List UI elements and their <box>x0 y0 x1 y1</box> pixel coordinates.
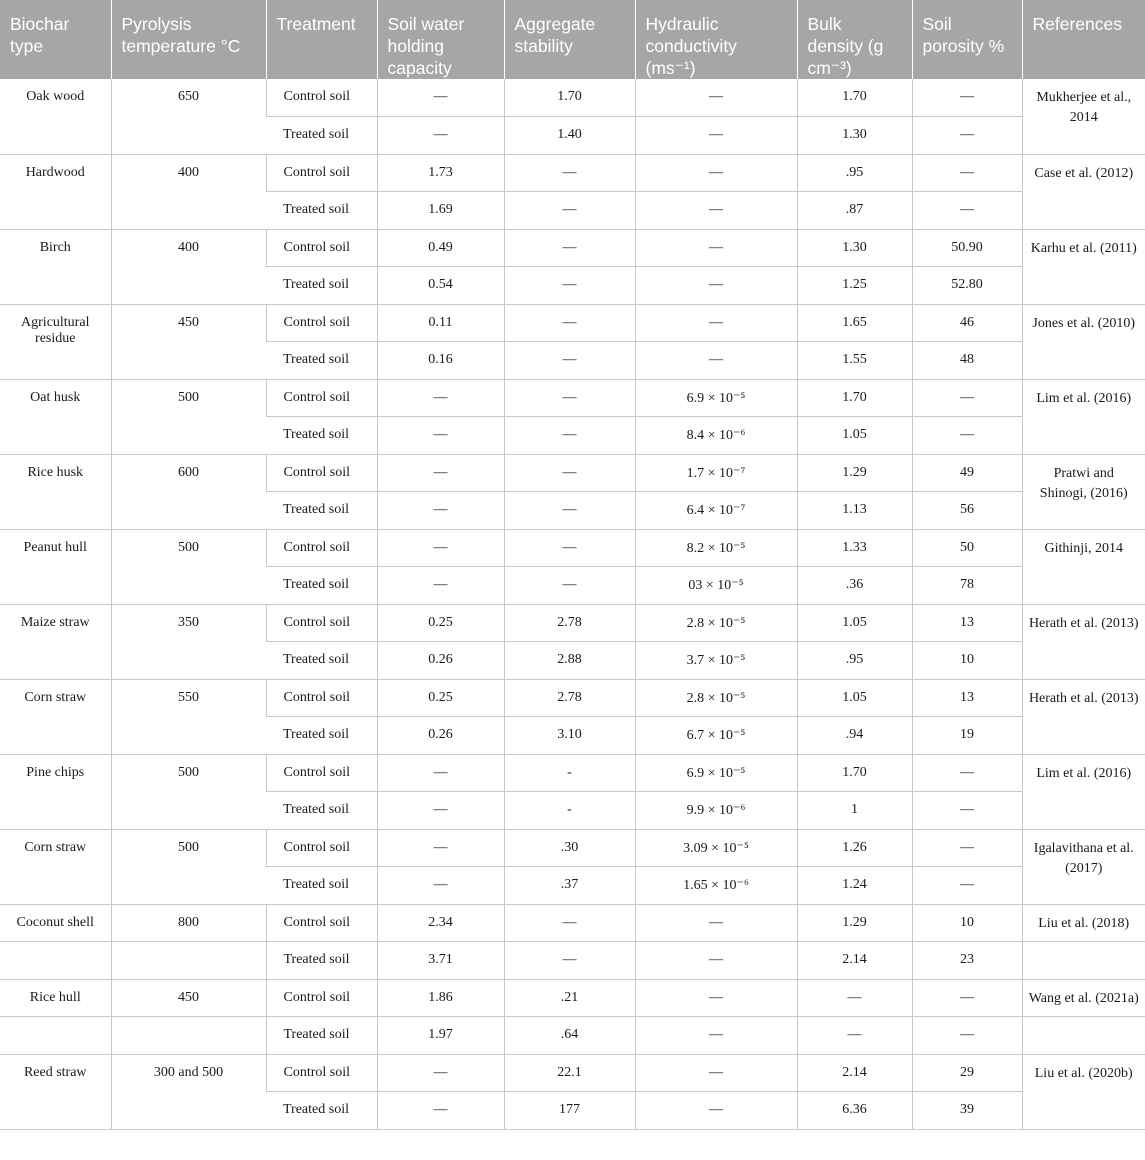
table-row <box>0 229 1145 267</box>
cell-treatment: Treated soil <box>266 492 377 530</box>
cell-pyrolysis-temperature: 300 and 500 <box>111 1054 266 1129</box>
cell-reference: Mukherjee et al., 2014 <box>1022 79 1145 154</box>
cell-soil-porosity: 23 <box>912 942 1022 980</box>
cell-treatment: Treated soil <box>266 1092 377 1130</box>
cell-soil-porosity: — <box>912 79 1022 117</box>
cell-water-holding-capacity: — <box>377 754 504 792</box>
table-row <box>0 904 1145 942</box>
cell-soil-porosity: 52.80 <box>912 267 1022 305</box>
cell-aggregate-stability: — <box>504 492 635 530</box>
col-header-pyrolysis-temperature: Pyrolysis temperature °C <box>111 0 266 79</box>
cell-biochar-type: Rice hull <box>0 979 111 1017</box>
cell-aggregate-stability: — <box>504 342 635 380</box>
cell-treatment: Treated soil <box>266 1017 377 1055</box>
table-row <box>0 1054 1145 1092</box>
cell-soil-porosity: — <box>912 792 1022 830</box>
cell-hydraulic-conductivity: — <box>635 117 797 155</box>
cell-water-holding-capacity: — <box>377 492 504 530</box>
cell-reference: Liu et al. (2018) <box>1022 904 1145 942</box>
cell-hydraulic-conductivity: 3.09 × 10⁻⁵ <box>635 829 797 867</box>
cell-bulk-density: 1.70 <box>797 79 912 117</box>
cell-pyrolysis-temperature: 500 <box>111 754 266 829</box>
cell-soil-porosity: 39 <box>912 1092 1022 1130</box>
cell-hydraulic-conductivity: 8.4 × 10⁻⁶ <box>635 417 797 455</box>
cell-treatment: Control soil <box>266 154 377 192</box>
cell-aggregate-stability: — <box>504 154 635 192</box>
cell-water-holding-capacity: 1.69 <box>377 192 504 230</box>
table-body <box>0 79 1145 1129</box>
cell-water-holding-capacity: 0.26 <box>377 717 504 755</box>
cell-aggregate-stability: .30 <box>504 829 635 867</box>
cell-hydraulic-conductivity: — <box>635 1092 797 1130</box>
col-header-water-holding-capacity: Soil water holding capacity <box>377 0 504 79</box>
cell-hydraulic-conductivity: — <box>635 942 797 980</box>
cell-hydraulic-conductivity: — <box>635 342 797 380</box>
cell-treatment: Control soil <box>266 229 377 267</box>
cell-aggregate-stability: .37 <box>504 867 635 905</box>
cell-hydraulic-conductivity: — <box>635 1017 797 1055</box>
table-row <box>0 454 1145 492</box>
cell-hydraulic-conductivity: 2.8 × 10⁻⁵ <box>635 604 797 642</box>
cell-water-holding-capacity: — <box>377 117 504 155</box>
cell-pyrolysis-temperature: 500 <box>111 829 266 904</box>
cell-soil-porosity: 13 <box>912 679 1022 717</box>
cell-treatment: Control soil <box>266 529 377 567</box>
cell-water-holding-capacity: — <box>377 829 504 867</box>
cell-aggregate-stability: 22.1 <box>504 1054 635 1092</box>
cell-water-holding-capacity: — <box>377 529 504 567</box>
cell-aggregate-stability: .21 <box>504 979 635 1017</box>
cell-aggregate-stability: — <box>504 192 635 230</box>
cell-pyrolysis-temperature: 550 <box>111 679 266 754</box>
cell-soil-porosity: — <box>912 754 1022 792</box>
cell-biochar-type: Oak wood <box>0 79 111 154</box>
cell-bulk-density: 1.70 <box>797 379 912 417</box>
cell-aggregate-stability: — <box>504 229 635 267</box>
cell-bulk-density: 1.70 <box>797 754 912 792</box>
cell-bulk-density: 1.30 <box>797 117 912 155</box>
cell-pyrolysis-temperature: 600 <box>111 454 266 529</box>
cell-hydraulic-conductivity: 6.9 × 10⁻⁵ <box>635 379 797 417</box>
cell-bulk-density: 1.65 <box>797 304 912 342</box>
table-row <box>0 942 1145 980</box>
cell-aggregate-stability: — <box>504 567 635 605</box>
cell-reference: Githinji, 2014 <box>1022 529 1145 604</box>
cell-water-holding-capacity: 0.16 <box>377 342 504 380</box>
cell-bulk-density: 1.25 <box>797 267 912 305</box>
cell-water-holding-capacity: 0.25 <box>377 679 504 717</box>
cell-water-holding-capacity: — <box>377 1054 504 1092</box>
cell-bulk-density: 1.55 <box>797 342 912 380</box>
table-row <box>0 1017 1145 1055</box>
cell-bulk-density: 1.29 <box>797 454 912 492</box>
cell-bulk-density: .36 <box>797 567 912 605</box>
cell-water-holding-capacity: 0.11 <box>377 304 504 342</box>
cell-hydraulic-conductivity: — <box>635 267 797 305</box>
cell-biochar-type: Agricultural residue <box>0 304 111 379</box>
cell-bulk-density: 1.26 <box>797 829 912 867</box>
cell-water-holding-capacity: — <box>377 867 504 905</box>
cell-treatment: Treated soil <box>266 792 377 830</box>
cell-hydraulic-conductivity: 2.8 × 10⁻⁵ <box>635 679 797 717</box>
cell-aggregate-stability: — <box>504 267 635 305</box>
cell-soil-porosity: — <box>912 979 1022 1017</box>
cell-bulk-density: 1.05 <box>797 679 912 717</box>
cell-aggregate-stability: — <box>504 417 635 455</box>
cell-treatment: Treated soil <box>266 942 377 980</box>
cell-reference: Pratwi and Shinogi, (2016) <box>1022 454 1145 529</box>
cell-bulk-density: 2.14 <box>797 942 912 980</box>
cell-bulk-density: 1.24 <box>797 867 912 905</box>
cell-treatment: Control soil <box>266 1054 377 1092</box>
cell-biochar-type: Oat husk <box>0 379 111 454</box>
cell-aggregate-stability: — <box>504 942 635 980</box>
cell-aggregate-stability: 2.78 <box>504 604 635 642</box>
cell-biochar-type-empty <box>0 1017 111 1055</box>
cell-soil-porosity: 46 <box>912 304 1022 342</box>
table-row <box>0 604 1145 642</box>
cell-bulk-density: 2.14 <box>797 1054 912 1092</box>
cell-water-holding-capacity: 0.26 <box>377 642 504 680</box>
cell-soil-porosity: 49 <box>912 454 1022 492</box>
col-header-hydraulic-conductivity: Hydraulic conductivity (ms⁻¹) <box>635 0 797 79</box>
cell-soil-porosity: — <box>912 117 1022 155</box>
cell-reference: Lim et al. (2016) <box>1022 754 1145 829</box>
cell-water-holding-capacity: — <box>377 379 504 417</box>
cell-water-holding-capacity: 3.71 <box>377 942 504 980</box>
cell-water-holding-capacity: — <box>377 1092 504 1130</box>
table-row <box>0 304 1145 342</box>
cell-aggregate-stability: .64 <box>504 1017 635 1055</box>
cell-bulk-density: 6.36 <box>797 1092 912 1130</box>
cell-soil-porosity: 50 <box>912 529 1022 567</box>
cell-treatment: Treated soil <box>266 642 377 680</box>
cell-biochar-type: Hardwood <box>0 154 111 229</box>
cell-soil-porosity: 19 <box>912 717 1022 755</box>
cell-pyrolysis-temperature-empty <box>111 1017 266 1055</box>
cell-water-holding-capacity: 1.86 <box>377 979 504 1017</box>
cell-biochar-type: Coconut shell <box>0 904 111 942</box>
cell-bulk-density: .94 <box>797 717 912 755</box>
cell-aggregate-stability: — <box>504 454 635 492</box>
table-row <box>0 79 1145 117</box>
table-row <box>0 529 1145 567</box>
cell-hydraulic-conductivity: 8.2 × 10⁻⁵ <box>635 529 797 567</box>
cell-treatment: Treated soil <box>266 192 377 230</box>
cell-aggregate-stability: — <box>504 529 635 567</box>
cell-biochar-type: Rice husk <box>0 454 111 529</box>
cell-reference-empty <box>1022 942 1145 980</box>
cell-pyrolysis-temperature: 400 <box>111 154 266 229</box>
cell-hydraulic-conductivity: — <box>635 154 797 192</box>
cell-reference: Herath et al. (2013) <box>1022 604 1145 679</box>
col-header-treatment: Treatment <box>266 0 377 79</box>
cell-hydraulic-conductivity: — <box>635 1054 797 1092</box>
cell-soil-porosity: 56 <box>912 492 1022 530</box>
cell-soil-porosity: — <box>912 829 1022 867</box>
cell-pyrolysis-temperature: 800 <box>111 904 266 942</box>
cell-water-holding-capacity: 1.97 <box>377 1017 504 1055</box>
cell-aggregate-stability: 1.40 <box>504 117 635 155</box>
col-header-soil-porosity: Soil porosity % <box>912 0 1022 79</box>
cell-reference: Karhu et al. (2011) <box>1022 229 1145 304</box>
table-row <box>0 829 1145 867</box>
cell-bulk-density: .87 <box>797 192 912 230</box>
cell-hydraulic-conductivity: 6.7 × 10⁻⁵ <box>635 717 797 755</box>
cell-reference: Liu et al. (2020b) <box>1022 1054 1145 1129</box>
cell-bulk-density: 1.13 <box>797 492 912 530</box>
cell-reference: Case et al. (2012) <box>1022 154 1145 229</box>
cell-reference: Herath et al. (2013) <box>1022 679 1145 754</box>
cell-bulk-density: — <box>797 1017 912 1055</box>
cell-aggregate-stability: 3.10 <box>504 717 635 755</box>
cell-aggregate-stability: — <box>504 304 635 342</box>
cell-biochar-type: Peanut hull <box>0 529 111 604</box>
cell-water-holding-capacity: — <box>377 454 504 492</box>
cell-soil-porosity: — <box>912 867 1022 905</box>
cell-pyrolysis-temperature: 350 <box>111 604 266 679</box>
cell-pyrolysis-temperature: 450 <box>111 304 266 379</box>
cell-bulk-density: 1.05 <box>797 604 912 642</box>
cell-soil-porosity: 50.90 <box>912 229 1022 267</box>
cell-reference: Igalavithana et al. (2017) <box>1022 829 1145 904</box>
cell-treatment: Control soil <box>266 604 377 642</box>
cell-aggregate-stability: 1.70 <box>504 79 635 117</box>
cell-pyrolysis-temperature: 500 <box>111 379 266 454</box>
cell-hydraulic-conductivity: 03 × 10⁻⁵ <box>635 567 797 605</box>
cell-treatment: Treated soil <box>266 417 377 455</box>
cell-biochar-type: Reed straw <box>0 1054 111 1129</box>
cell-soil-porosity: — <box>912 379 1022 417</box>
cell-biochar-type: Corn straw <box>0 829 111 904</box>
cell-treatment: Control soil <box>266 829 377 867</box>
cell-pyrolysis-temperature: 650 <box>111 79 266 154</box>
cell-aggregate-stability: - <box>504 754 635 792</box>
cell-treatment: Control soil <box>266 979 377 1017</box>
cell-pyrolysis-temperature: 400 <box>111 229 266 304</box>
cell-water-holding-capacity: — <box>377 567 504 605</box>
cell-soil-porosity: — <box>912 1017 1022 1055</box>
cell-treatment: Treated soil <box>266 342 377 380</box>
cell-soil-porosity: — <box>912 154 1022 192</box>
cell-hydraulic-conductivity: — <box>635 79 797 117</box>
cell-soil-porosity: — <box>912 192 1022 230</box>
table-row <box>0 979 1145 1017</box>
cell-aggregate-stability: — <box>504 379 635 417</box>
cell-soil-porosity: — <box>912 417 1022 455</box>
col-header-bulk-density: Bulk density (g cm⁻³) <box>797 0 912 79</box>
cell-hydraulic-conductivity: 9.9 × 10⁻⁶ <box>635 792 797 830</box>
cell-aggregate-stability: — <box>504 904 635 942</box>
cell-aggregate-stability: 2.78 <box>504 679 635 717</box>
cell-aggregate-stability: - <box>504 792 635 830</box>
cell-hydraulic-conductivity: — <box>635 979 797 1017</box>
cell-biochar-type-empty <box>0 942 111 980</box>
cell-bulk-density: 1.33 <box>797 529 912 567</box>
cell-bulk-density: — <box>797 979 912 1017</box>
cell-treatment: Control soil <box>266 754 377 792</box>
cell-reference-empty <box>1022 1017 1145 1055</box>
cell-pyrolysis-temperature: 500 <box>111 529 266 604</box>
cell-treatment: Treated soil <box>266 267 377 305</box>
cell-hydraulic-conductivity: 1.65 × 10⁻⁶ <box>635 867 797 905</box>
table-row <box>0 154 1145 192</box>
cell-treatment: Control soil <box>266 79 377 117</box>
cell-water-holding-capacity: — <box>377 792 504 830</box>
cell-water-holding-capacity: — <box>377 417 504 455</box>
cell-treatment: Control soil <box>266 679 377 717</box>
cell-treatment: Control soil <box>266 379 377 417</box>
cell-reference: Jones et al. (2010) <box>1022 304 1145 379</box>
cell-biochar-type: Corn straw <box>0 679 111 754</box>
cell-biochar-type: Maize straw <box>0 604 111 679</box>
col-header-aggregate-stability: Aggregate stability <box>504 0 635 79</box>
table-row <box>0 679 1145 717</box>
cell-treatment: Treated soil <box>266 717 377 755</box>
cell-bulk-density: 1.30 <box>797 229 912 267</box>
cell-treatment: Treated soil <box>266 567 377 605</box>
cell-hydraulic-conductivity: — <box>635 904 797 942</box>
cell-biochar-type: Pine chips <box>0 754 111 829</box>
cell-hydraulic-conductivity: — <box>635 304 797 342</box>
cell-aggregate-stability: 2.88 <box>504 642 635 680</box>
cell-soil-porosity: 78 <box>912 567 1022 605</box>
cell-bulk-density: .95 <box>797 642 912 680</box>
cell-soil-porosity: 10 <box>912 904 1022 942</box>
cell-bulk-density: 1.05 <box>797 417 912 455</box>
cell-bulk-density: 1.29 <box>797 904 912 942</box>
cell-pyrolysis-temperature-empty <box>111 942 266 980</box>
cell-hydraulic-conductivity: — <box>635 229 797 267</box>
cell-hydraulic-conductivity: 3.7 × 10⁻⁵ <box>635 642 797 680</box>
cell-soil-porosity: 13 <box>912 604 1022 642</box>
cell-water-holding-capacity: 1.73 <box>377 154 504 192</box>
cell-water-holding-capacity: 2.34 <box>377 904 504 942</box>
cell-soil-porosity: 29 <box>912 1054 1022 1092</box>
cell-hydraulic-conductivity: 1.7 × 10⁻⁷ <box>635 454 797 492</box>
table-row <box>0 379 1145 417</box>
cell-hydraulic-conductivity: — <box>635 192 797 230</box>
cell-pyrolysis-temperature: 450 <box>111 979 266 1017</box>
cell-treatment: Control soil <box>266 904 377 942</box>
cell-reference: Lim et al. (2016) <box>1022 379 1145 454</box>
cell-bulk-density: .95 <box>797 154 912 192</box>
cell-bulk-density: 1 <box>797 792 912 830</box>
cell-treatment: Treated soil <box>266 867 377 905</box>
table-row <box>0 754 1145 792</box>
cell-treatment: Control soil <box>266 304 377 342</box>
header-row <box>0 0 1145 79</box>
cell-aggregate-stability: 177 <box>504 1092 635 1130</box>
cell-soil-porosity: 48 <box>912 342 1022 380</box>
col-header-biochar-type: Biochar type <box>0 0 111 79</box>
cell-soil-porosity: 10 <box>912 642 1022 680</box>
cell-hydraulic-conductivity: 6.9 × 10⁻⁵ <box>635 754 797 792</box>
cell-water-holding-capacity: — <box>377 79 504 117</box>
cell-treatment: Control soil <box>266 454 377 492</box>
cell-water-holding-capacity: 0.49 <box>377 229 504 267</box>
cell-treatment: Treated soil <box>266 117 377 155</box>
col-header-references: References <box>1022 0 1145 79</box>
cell-hydraulic-conductivity: 6.4 × 10⁻⁷ <box>635 492 797 530</box>
cell-reference: Wang et al. (2021a) <box>1022 979 1145 1017</box>
cell-biochar-type: Birch <box>0 229 111 304</box>
cell-water-holding-capacity: 0.25 <box>377 604 504 642</box>
cell-water-holding-capacity: 0.54 <box>377 267 504 305</box>
